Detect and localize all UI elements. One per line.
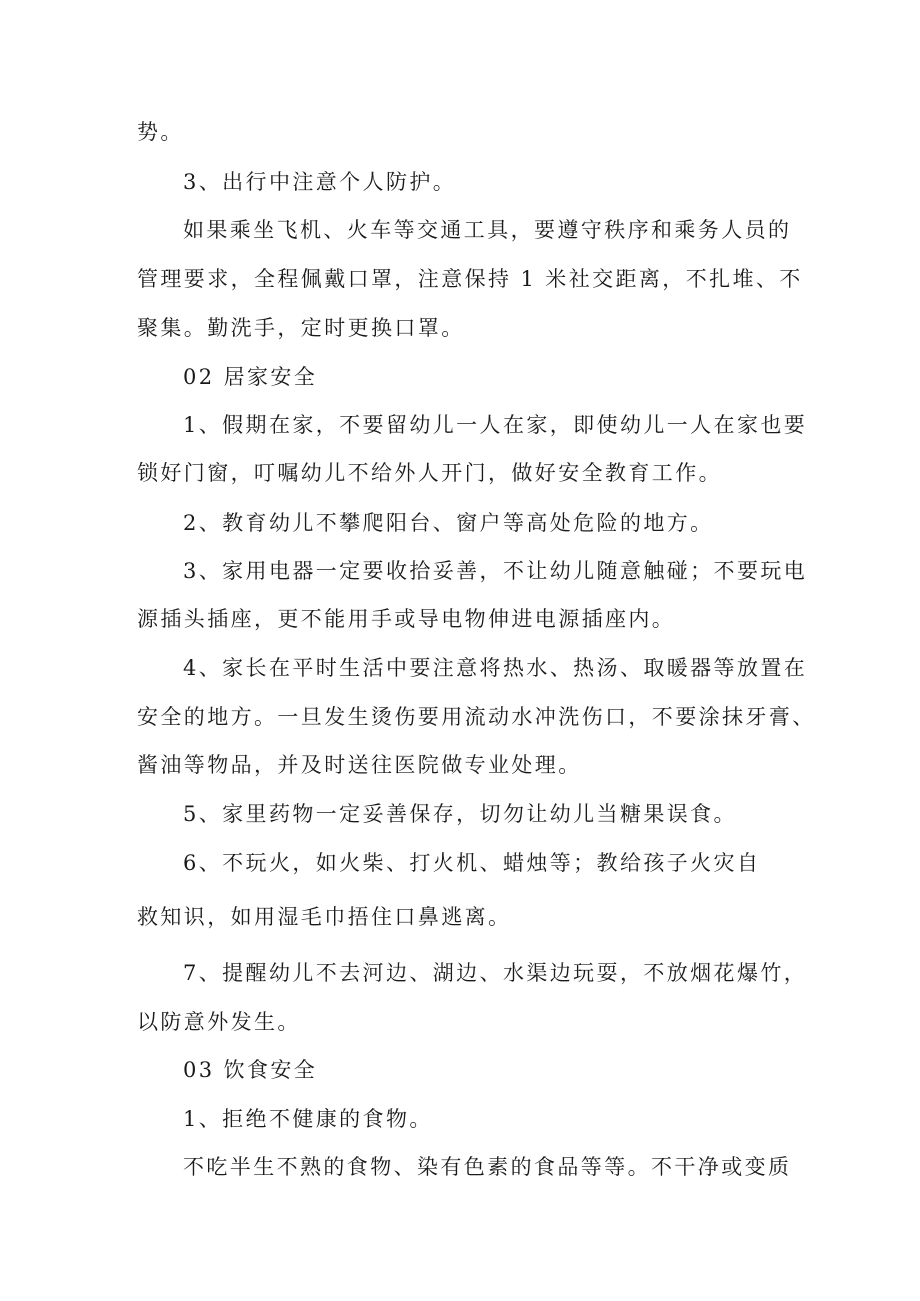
section-heading: 03 饮食安全 [183, 1058, 318, 1082]
paragraph-line: 酱油等物品，并及时送往医院做专业处理。 [137, 753, 582, 777]
paragraph-line: 源插头插座，更不能用手或导电物伸进电源插座内。 [137, 607, 676, 631]
paragraph-line: 2、教育幼儿不攀爬阳台、窗户等高处危险的地方。 [183, 511, 714, 535]
paragraph-line: 以防意外发生。 [137, 1010, 301, 1034]
paragraph-line: 6、不玩火，如火柴、打火机、蜡烛等；教给孩子火灾自 [183, 851, 761, 875]
paragraph-line: 5、家里药物一定妥善保存，切勿让幼儿当糖果误食。 [183, 802, 737, 826]
paragraph-line: 3、家用电器一定要收拾妥善，不让幼儿随意触碰；不要玩电 [183, 559, 808, 583]
paragraph-line: 聚集。勤洗手，定时更换口罩。 [137, 316, 465, 340]
paragraph-line: 4、家长在平时生活中要注意将热水、热汤、取暖器等放置在 [183, 656, 808, 680]
paragraph-line: 如果乘坐飞机、火车等交通工具，要遵守秩序和乘务人员的 [183, 218, 792, 242]
paragraph-line: 7、提醒幼儿不去河边、湖边、水渠边玩耍，不放烟花爆竹， [183, 961, 808, 985]
section-item-heading: 3、出行中注意个人防护。 [183, 170, 457, 194]
section-item-heading: 1、拒绝不健康的食物。 [183, 1107, 433, 1131]
paragraph-line: 不吃半生不熟的食物、染有色素的食品等等。不干净或变质 [183, 1155, 792, 1179]
paragraph-line: 安全的地方。一旦发生烫伤要用流动水冲洗伤口，不要涂抹牙膏、 [137, 705, 816, 729]
paragraph-line: 锁好门窗，叮嘱幼儿不给外人开门，做好安全教育工作。 [137, 461, 722, 485]
section-heading: 02 居家安全 [183, 365, 318, 389]
paragraph-line: 势。 [137, 120, 184, 144]
paragraph-line: 1、假期在家，不要留幼儿一人在家，即使幼儿一人在家也要 [183, 413, 808, 437]
paragraph-line: 管理要求，全程佩戴口罩，注意保持 1 米社交距离，不扎堆、不 [137, 267, 803, 291]
paragraph-line: 救知识，如用湿毛巾捂住口鼻逃离。 [137, 905, 512, 929]
